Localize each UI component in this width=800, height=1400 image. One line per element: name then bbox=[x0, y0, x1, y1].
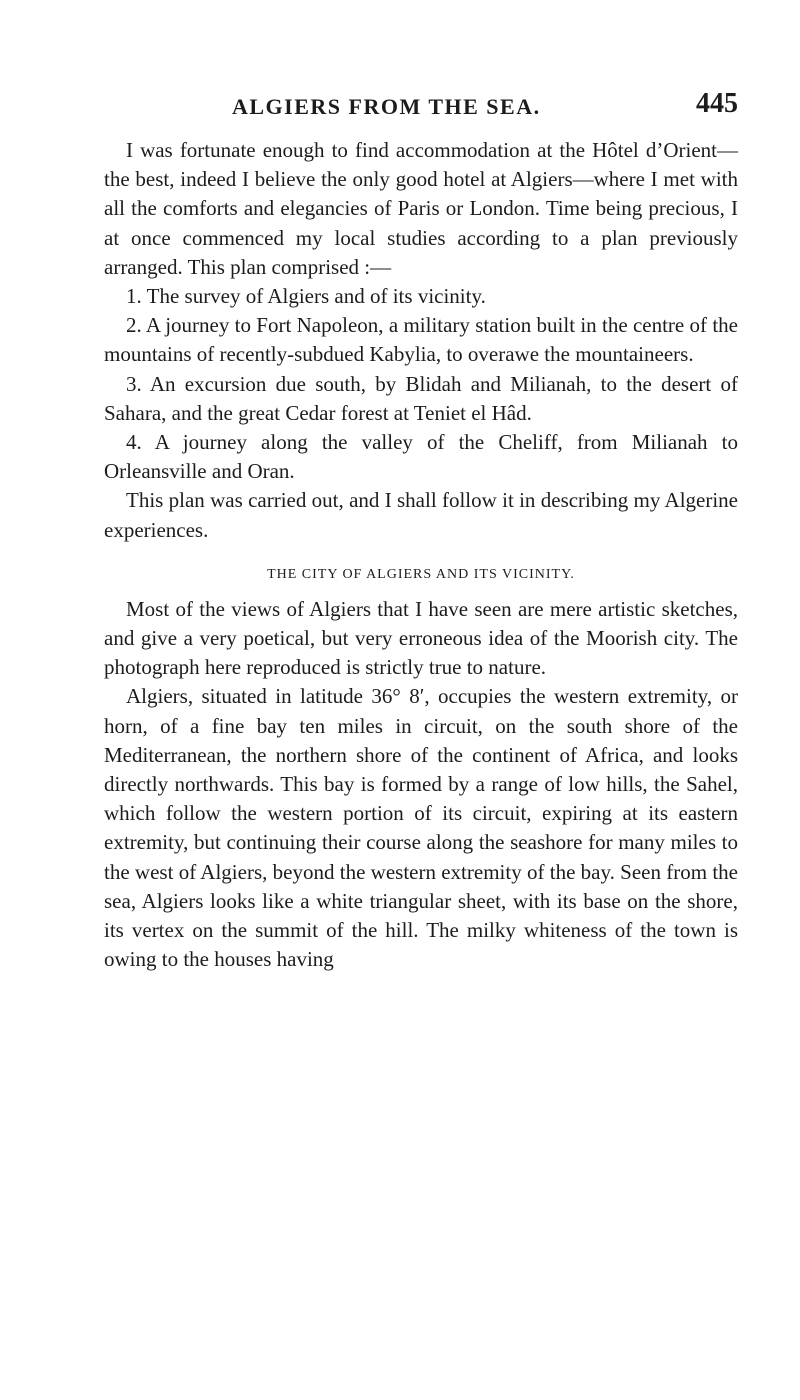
book-page bbox=[104, 88, 738, 974]
running-header bbox=[104, 88, 738, 128]
paragraph: 4. A journey along the valley of the Cheliff, from Milianah to Orleansville and Oran. bbox=[104, 430, 738, 484]
paragraph: 1. The survey of Algiers and of its vicinity. bbox=[126, 284, 486, 309]
paragraph: Algiers, situated in latitude 36° 8′, occupies the western extremity, or horn, of a fine bay ten miles in circuit, on the south shore of the Mediterranean, the northern shore of the continent of Africa, and looks directly northwards. This bay is formed by a range of low hills, the Sahel, which follow the western portion of its circuit, expiring at its eastern extremity, but continuing their course along the seashore for many miles to the west of Algiers, beyond the western extremity of the bay. Seen from the sea, Algiers looks like a white triangular sheet, with its base on the shore, its vertex on the summit of the hill. The milky whiteness of the town is owing to the houses having bbox=[104, 684, 738, 972]
paragraph: I was fortunate enough to find accommodation at the Hôtel d’Orient—the best, indeed I believe the only good hotel at Algiers—where I met with all the comforts and elegancies of Paris or London. Time being precious, I at once commenced my local studies according to a plan previously arranged. This plan comprised :— bbox=[104, 138, 738, 279]
page-number: 445 bbox=[696, 88, 738, 119]
body-text bbox=[104, 136, 738, 974]
running-title: ALGIERS FROM THE SEA. bbox=[232, 94, 541, 119]
paragraph: 3. An excursion due south, by Blidah and Milianah, to the desert of Sahara, and the great Cedar forest at Teniet el Hâd. bbox=[104, 371, 738, 425]
paragraph: Most of the views of Algiers that I have seen are mere artistic sketches, and give a very poetical, but very erroneous idea of the Moorish city. The photograph here reproduced is strictly true to nature. bbox=[104, 596, 738, 680]
section-heading: THE CITY OF ALGIERS AND ITS VICINITY. bbox=[267, 566, 575, 582]
paragraph: 2. A journey to Fort Napoleon, a military station built in the centre of the mountains of recently-subdued Kabylia, to overawe the mountaineers. bbox=[104, 313, 738, 367]
paragraph: This plan was carried out, and I shall follow it in describing my Algerine experiences. bbox=[104, 488, 738, 542]
